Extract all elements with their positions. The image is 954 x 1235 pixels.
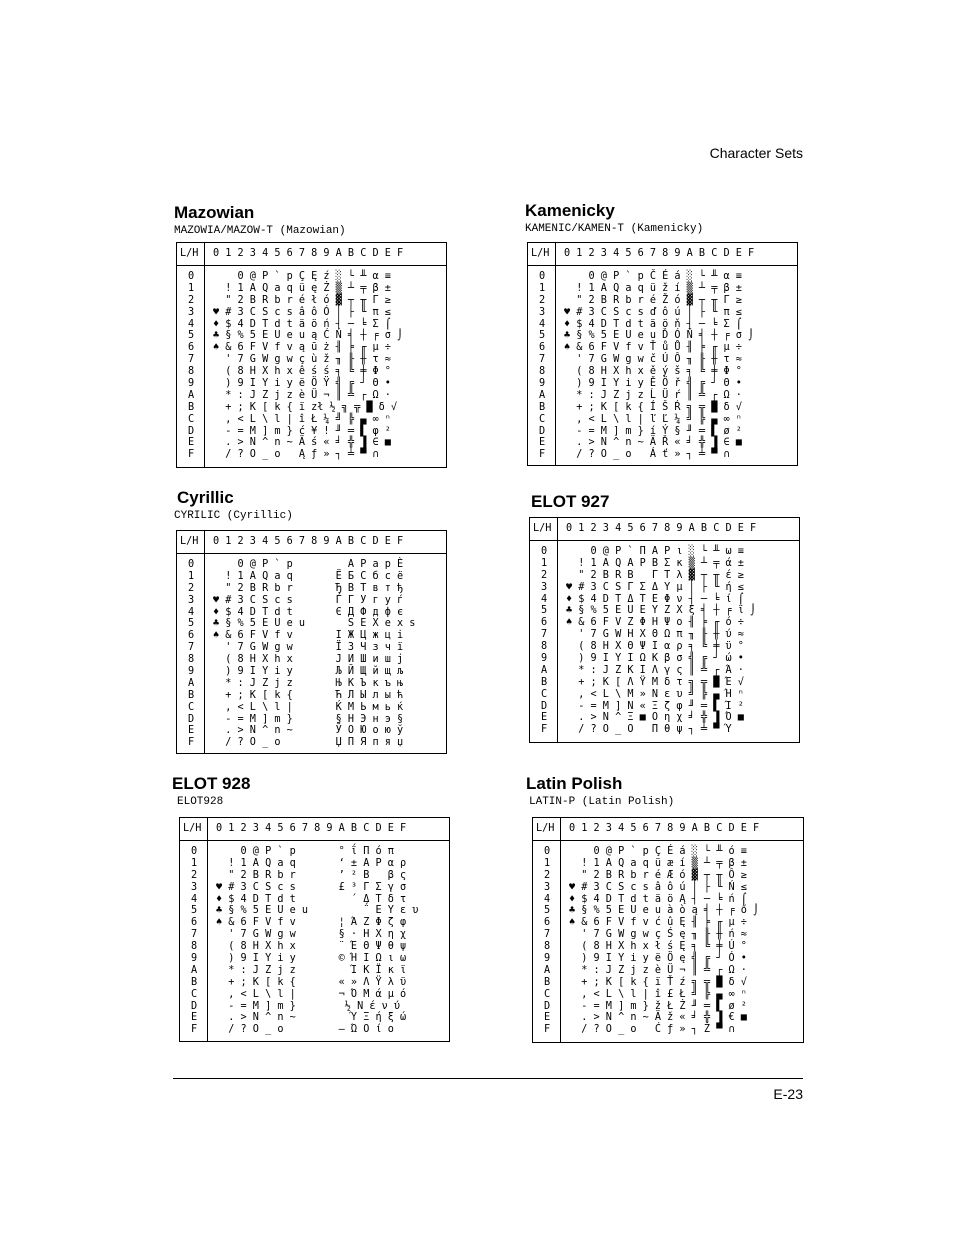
row-label-divider xyxy=(557,518,558,742)
row-label: 6 xyxy=(539,342,546,354)
row-label: 3 xyxy=(541,581,548,593)
row-label: 7 xyxy=(188,354,195,366)
row-label: 8 xyxy=(188,654,195,666)
row-label: 2 xyxy=(188,582,195,594)
row-label: A xyxy=(541,664,548,676)
row-label: 1 xyxy=(544,857,551,869)
char-row: / ? O _ o Џ П Я п я џ xyxy=(213,737,404,749)
char-row: ( 8 H X h x ê ś ś ╕ ╚ ╪ Φ ° xyxy=(213,366,391,378)
column-header: 0 1 2 3 4 5 6 7 8 9 A B C D E F xyxy=(566,523,757,534)
header-label: L/H xyxy=(533,523,552,534)
row-label: 1 xyxy=(188,282,195,294)
row-label: 4 xyxy=(544,893,551,905)
row-label: 9 xyxy=(541,653,548,665)
charset-title: Kamenicky xyxy=(525,201,615,220)
char-row: , < L \ l | î Ł ¼ ╝ ╠ ▄ ∞ ⁿ xyxy=(213,413,391,425)
row-label: 7 xyxy=(541,629,548,641)
char-row: ! 1 A Q a q Ё Б С б с ё xyxy=(213,570,404,582)
row-labels xyxy=(188,559,194,749)
char-table xyxy=(176,242,447,468)
charset-title: ELOT 928 xyxy=(172,774,251,793)
row-label: 5 xyxy=(191,905,198,917)
row-label: 9 xyxy=(539,378,546,390)
charset-elot-927 xyxy=(531,492,609,512)
row-label: 5 xyxy=(539,330,546,342)
header-label: L/H xyxy=(180,536,199,547)
row-label: 1 xyxy=(191,857,198,869)
char-row: ! 1 A Q a q ü æ í ▒ ┴ ╤ β ± xyxy=(569,857,747,869)
charset-subtitle: CYRILIC (Cyrillic) xyxy=(174,510,293,522)
char-row: * : J Z j z Ĺ Ü ŕ ║ ╩ ┌ Ω · xyxy=(564,389,742,401)
row-label: 6 xyxy=(188,342,195,354)
row-label: 0 xyxy=(191,846,198,857)
row-label: 7 xyxy=(188,642,195,654)
char-row: + ; K [ k { Í Š Ŕ ╗ ╦ █ δ √ xyxy=(564,401,742,413)
charset-subtitle: ELOT928 xyxy=(177,796,224,808)
char-row: ♦ $ 4 D T d t Є Д Ф д ф є xyxy=(213,606,404,618)
char-row: . > N ^ n ~ Ä Ř « ╛ ╬ ▐ ∈ ■ xyxy=(564,437,742,449)
char-row: / ? O _ o Ą ƒ » ┐ ╧ ▀ ∩ xyxy=(213,449,391,461)
row-label: 4 xyxy=(188,606,195,618)
row-label: D xyxy=(191,1000,198,1012)
row-label: 4 xyxy=(188,318,195,330)
row-label: A xyxy=(188,389,195,401)
charset-subtitle: LATIN-P (Latin Polish) xyxy=(529,796,675,808)
char-row: + ; K [ Λ Ϋ Μ δ τ ╗ ╦ █ Έ √ xyxy=(566,676,744,688)
char-row: + ; K [ k { ï Ť ź ╗ ╦ █ δ √ xyxy=(569,976,747,988)
char-row: 0 @ P ` p А Р а р Ѐ xyxy=(213,559,404,570)
row-label: 8 xyxy=(188,366,195,378)
row-label: C xyxy=(188,701,195,713)
page-number: E-23 xyxy=(773,1086,803,1102)
row-label: F xyxy=(188,449,195,461)
running-head: Character Sets xyxy=(709,145,803,161)
charset-title: Mazowian xyxy=(174,203,255,222)
row-label: 9 xyxy=(544,953,551,965)
char-grid xyxy=(569,846,759,1036)
row-label: 0 xyxy=(541,546,548,557)
row-label: B xyxy=(188,401,195,413)
row-label: 6 xyxy=(541,617,548,629)
char-row: . > N ^ n ~ Ä ž « ╛ ╬ ▐ € ■ xyxy=(569,1012,747,1024)
row-label: A xyxy=(539,389,546,401)
char-row: ' 7 G W g w Ї З Ч з ч ї xyxy=(213,642,404,654)
char-row: ♦ $ 4 D T d t ä ö Ą ┤ ─ ╘ ń ⌠ xyxy=(569,893,747,905)
row-label: 2 xyxy=(188,294,195,306)
row-label-divider xyxy=(560,818,561,1042)
char-grid xyxy=(213,559,415,749)
char-row: ! 1 A Q a q ü ę Ż ▒ ┴ ╤ β ± xyxy=(213,282,391,294)
charset-title: Latin Polish xyxy=(526,774,623,793)
row-label: C xyxy=(541,688,548,700)
row-label: E xyxy=(188,725,195,737)
char-row: ♦ $ 4 D T Δ Τ Ε Φ ν ┤ ─ ╘ ί ⌠ xyxy=(566,593,744,605)
char-row: ) 9 I Y i y Љ Й Щ й щ љ xyxy=(213,666,404,678)
char-row: ) 9 I Y i y ë Ö Ÿ ╣ ╔ ┘ Θ • xyxy=(213,378,391,390)
char-table xyxy=(529,517,800,743)
char-row: ) 9 I Y Ι Ω Κ β σ ╣ ╔ ┘ ώ • xyxy=(566,653,744,665)
header-label: L/H xyxy=(180,248,199,259)
row-label: C xyxy=(188,413,195,425)
char-row: ♦ $ 4 D T d t ä ö ň ┤ ─ ╘ Σ ⌠ xyxy=(564,318,742,330)
row-label: 3 xyxy=(544,881,551,893)
row-label: 8 xyxy=(544,941,551,953)
charset-cyrillic xyxy=(174,488,293,523)
row-label: 1 xyxy=(539,282,546,294)
row-label: F xyxy=(544,1024,551,1036)
table-header xyxy=(528,243,797,266)
char-row: ' 7 G W g w ç Ś ę ╖ ╟ ╫ ń ≈ xyxy=(569,929,747,941)
row-labels xyxy=(544,846,550,1036)
row-label: 8 xyxy=(539,366,546,378)
row-label: A xyxy=(191,964,198,976)
char-grid xyxy=(213,271,403,461)
row-label: 2 xyxy=(544,869,551,881)
row-label: 7 xyxy=(539,354,546,366)
charset-mazowian xyxy=(174,203,346,238)
row-label: B xyxy=(539,401,546,413)
row-label: D xyxy=(539,425,546,437)
row-label: E xyxy=(544,1012,551,1024)
char-row: " 2 B R b r é Æ ó ▓ ┬ ╥ Ô ≥ xyxy=(569,869,747,881)
row-label: D xyxy=(541,700,548,712)
char-row: ♣ § % 5 E U Ε Υ Ζ Χ ξ ╡ ┼ ╒ ϊ ⌡ xyxy=(566,605,757,617)
char-row: , < L \ l | î £ Ł ╝ ╠ ▄ ∞ ⁿ xyxy=(569,988,747,1000)
char-row: * : J Z j z Њ К Ъ к ъ њ xyxy=(213,677,404,689)
column-header: 0 1 2 3 4 5 6 7 8 9 A B C D E F xyxy=(213,248,404,259)
row-label: 2 xyxy=(191,869,198,881)
char-row: ) 9 I Y i y ë Ö ę ╣ ╔ ┘ Ó • xyxy=(569,953,747,965)
row-label: 5 xyxy=(544,905,551,917)
row-label: 0 xyxy=(544,846,551,857)
char-row: 0 @ P ` Π Α Ρ ι ░ └ ╨ ω ≡ xyxy=(566,546,744,557)
char-grid xyxy=(564,271,754,461)
char-row: * : J Z Κ Ι Λ γ ς ║ ╩ ┌ Ά · xyxy=(566,664,744,676)
row-label: D xyxy=(188,713,195,725)
header-label: L/H xyxy=(536,823,555,834)
row-label: A xyxy=(544,964,551,976)
header-label: L/H xyxy=(531,248,550,259)
row-label: F xyxy=(188,737,195,749)
footer-rule xyxy=(173,1078,803,1079)
char-row: 0 @ P ` p Ç Ę ź ░ └ ╨ α ≡ xyxy=(213,271,391,282)
row-label: 5 xyxy=(188,618,195,630)
row-label: 8 xyxy=(541,641,548,653)
char-row: * : J Z j z è Ü ¬ ║ ╩ ┌ Ω · xyxy=(213,389,391,401)
char-row: . > N ^ n ~ Ύ Ξ ή ξ ώ xyxy=(216,1012,407,1024)
char-row: ' 7 G W Η Χ Θ Ω π ╖ ╟ ╫ ύ ≈ xyxy=(566,629,744,641)
char-row: ♣ § % 5 E U e u Ď Ó Ň ╡ ┼ ╒ σ ⌡ xyxy=(564,330,755,342)
char-row: ♥ # 3 C S c s â ô Ó │ ├ ╙ π ≤ xyxy=(213,306,391,318)
row-label: 0 xyxy=(539,271,546,282)
row-label: 4 xyxy=(191,893,198,905)
char-row: " 2 B R b r é ł ó ▓ ┬ ╥ Γ ≥ xyxy=(213,294,391,306)
row-label: 6 xyxy=(188,630,195,642)
char-row: . > N ^ n ~ Ä ś « ╛ ╬ ▐ ∈ ■ xyxy=(213,437,391,449)
column-header: 0 1 2 3 4 5 6 7 8 9 A B C D E F xyxy=(564,248,755,259)
row-label: 4 xyxy=(539,318,546,330)
row-label-divider xyxy=(204,243,205,467)
row-label: 7 xyxy=(544,929,551,941)
char-row: ♠ & 6 F V f v І Ж Ц ж ц і xyxy=(213,630,404,642)
row-label: E xyxy=(191,1012,198,1024)
row-label: D xyxy=(188,425,195,437)
row-label: 8 xyxy=(191,941,198,953)
row-label: 5 xyxy=(541,605,548,617)
char-row: / ? O _ o ― Ώ Ο ί ο xyxy=(216,1024,407,1036)
row-label: 5 xyxy=(188,330,195,342)
charset-subtitle: KAMENIC/KAMEN-T (Kamenicky) xyxy=(525,223,704,235)
charset-subtitle: MAZOWIA/MAZOW-T (Mazowian) xyxy=(174,225,346,237)
char-row: " 2 B R b r ’ ² Β β ς xyxy=(216,869,407,881)
char-row: ♥ # 3 C S c s ď ô ú │ ├ ╙ π ≤ xyxy=(564,306,742,318)
row-label: 0 xyxy=(188,271,195,282)
char-row: * : J Z j z Ί Κ Ϊ κ ϊ xyxy=(216,964,407,976)
row-label: 3 xyxy=(188,306,195,318)
char-row: ♥ # 3 C S c s â ô ú │ ├ ╙ Ń ≤ xyxy=(569,881,747,893)
char-row: ♠ & 6 F V f v ą ū ż ╢ ╞ ╓ µ ÷ xyxy=(213,342,391,354)
char-row: ( 8 H X h x ¨ Έ Θ Ψ θ ψ xyxy=(216,941,407,953)
char-row: , < L \ l | ľ Ľ ¼ ╝ ╠ ▄ ∞ ⁿ xyxy=(564,413,742,425)
char-row: " 2 B R b r é Ž ó ▓ ┬ ╥ Γ ≥ xyxy=(564,294,742,306)
row-labels xyxy=(539,271,545,461)
row-label-divider xyxy=(207,818,208,1041)
char-row: - = M ] m } ć ¥ ! ╜ ═ ▌ φ ² xyxy=(213,425,391,437)
table-header xyxy=(530,518,799,541)
row-label: F xyxy=(541,724,548,736)
char-row: ( 8 H X Θ Ψ Ι α ρ ╕ ╚ ╪ ϋ ° xyxy=(566,641,744,653)
char-table xyxy=(176,530,447,754)
row-label: E xyxy=(188,437,195,449)
row-label: 7 xyxy=(191,929,198,941)
char-table xyxy=(527,242,798,466)
charset-kamenicky xyxy=(525,201,703,236)
row-labels xyxy=(188,271,194,461)
row-label: F xyxy=(191,1024,198,1036)
char-row: 0 @ P ` p Č É á ░ └ ╨ α ≡ xyxy=(564,271,742,282)
row-label: 3 xyxy=(188,594,195,606)
row-label: B xyxy=(541,676,548,688)
char-row: . > N ^ Ξ ■ Ο η χ ╛ ╬ ▐ Ό ■ xyxy=(566,712,744,724)
char-row: ! 1 A Q a q ‘ ± Α Ρ α ρ xyxy=(216,857,407,869)
row-label-divider xyxy=(204,531,205,753)
char-row: - = M ] m } ž Ł Ż ╜ ═ ▌ ø ² xyxy=(569,1000,747,1012)
row-label: 6 xyxy=(544,917,551,929)
char-row: ♦ $ 4 D T d t ä ö ń ┤ ─ ╘ Σ ⌠ xyxy=(213,318,391,330)
char-grid xyxy=(566,546,756,736)
charset-elot-928 xyxy=(172,774,250,809)
char-row: ♠ & 6 F V Ζ Φ Η Ψ ο ╢ ╞ ╓ ό ÷ xyxy=(566,617,744,629)
char-row: , < L \ l | Ќ М Ь м ь ќ xyxy=(213,701,404,713)
char-row: + ; K [ k { « » Λ Ϋ λ ϋ xyxy=(216,976,407,988)
row-label: 3 xyxy=(191,881,198,893)
row-label: 9 xyxy=(188,666,195,678)
char-row: ♠ & 6 F V f v Ť ů Ů ╢ ╞ ╓ µ ÷ xyxy=(564,342,742,354)
row-label: 9 xyxy=(191,953,198,965)
char-row: * : J Z j z è Ü ¬ ║ ╩ ┌ Ω · xyxy=(569,964,747,976)
header-label: L/H xyxy=(183,823,202,834)
table-header xyxy=(177,243,446,266)
char-row: ! 1 A Q A Ρ Β Σ κ ▒ ┴ ╤ ά ± xyxy=(566,557,744,569)
char-row: ♣ § % 5 E U e u ą Ć Ń ╡ ┼ ╒ σ ⌡ xyxy=(213,330,404,342)
char-row: ♥ # 3 C S Γ Σ Δ Υ μ │ ├ ╙ ή ≤ xyxy=(566,581,744,593)
row-label: 1 xyxy=(541,557,548,569)
char-row: ♦ $ 4 D T d t ΄ Δ Τ δ τ xyxy=(216,893,407,905)
charset-latin-polish xyxy=(526,774,674,809)
char-row: ( 8 H X h x ł ś Ę ╕ ╚ ╪ Ú ° xyxy=(569,941,747,953)
row-labels xyxy=(541,546,547,736)
char-row: / ? O _ o Ć ƒ » ┐ Ż ▀ ∩ xyxy=(569,1024,747,1036)
char-row: , < L \ l | ¬ Ό Μ ά μ ό xyxy=(216,988,407,1000)
char-row: , < L \ Μ » Ν ε υ ╝ ╠ ▄ Ή ⁿ xyxy=(566,688,744,700)
char-row: ( 8 H X h x ě ý š ╕ ╚ ╪ Φ ° xyxy=(564,366,742,378)
char-row: 0 @ P ` p Ç É á ░ └ ╨ ó ≡ xyxy=(569,846,747,857)
row-label: E xyxy=(541,712,548,724)
char-row: - = M ] m } í Ý § ╜ ═ ▌ ø ² xyxy=(564,425,742,437)
char-row: - = M ] Ν « Ξ ζ φ ╜ ═ ▌ Ί ² xyxy=(566,700,744,712)
char-row: + ; K [ k { ï zł ½ ╗ ╦ █ δ √ xyxy=(213,401,398,413)
row-label: B xyxy=(191,976,198,988)
column-header: 0 1 2 3 4 5 6 7 8 9 A B C D E F xyxy=(569,823,760,834)
row-label: A xyxy=(188,677,195,689)
char-row: ' 7 G W g w § · Η Χ η χ xyxy=(216,929,407,941)
char-row: ) 9 I Y i y Ě Ö ř ╣ ╔ ┘ Θ • xyxy=(564,378,742,390)
char-row: ♣ § % 5 E U e u Ѕ Е Х е х ѕ xyxy=(213,618,416,630)
char-table xyxy=(532,817,804,1043)
column-header: 0 1 2 3 4 5 6 7 8 9 A B C D E F xyxy=(216,823,407,834)
char-row: ♠ & 6 F V f v ć û Ę ╢ ╞ ╓ µ ÷ xyxy=(569,917,747,929)
char-row: - = M ] m } § Н Э н э § xyxy=(213,713,404,725)
char-row: ♣ § % 5 E U e u à ò ą ╡ ┼ ╒ ő ⌡ xyxy=(569,905,760,917)
row-label: C xyxy=(544,988,551,1000)
char-row: ♠ & 6 F V f v ¦ Ά Ζ Φ ζ φ xyxy=(216,917,407,929)
row-label-divider xyxy=(555,243,556,465)
charset-title: Cyrillic xyxy=(177,488,234,507)
table-header xyxy=(180,818,449,841)
char-row: ' 7 G W g w č Ú Ô ╖ ╟ ╫ τ ≈ xyxy=(564,354,742,366)
table-header xyxy=(177,531,446,554)
char-row: . > N ^ n ~ Ў О Ю о ю ў xyxy=(213,725,404,737)
row-label: D xyxy=(544,1000,551,1012)
char-row: ♣ § % 5 E U e u ΅ Ε Υ ε υ xyxy=(216,905,419,917)
char-row: ( 8 H X h x Ј И Ш и ш ј xyxy=(213,654,404,666)
char-row: " 2 B R B Γ Τ λ ▓ ┬ ╥ έ ≥ xyxy=(566,569,744,581)
char-row: ' 7 G W g w ç ù ž ╖ ╟ ╫ τ ≈ xyxy=(213,354,391,366)
char-row: 0 @ P ` p ° ΐ Π ό π xyxy=(216,846,394,857)
row-label: F xyxy=(539,449,546,461)
char-row: - = M ] m } ½ Ν έ ν ύ xyxy=(216,1000,401,1012)
char-row: ! 1 A Q a q ü ž í ▒ ┴ ╤ β ± xyxy=(564,282,742,294)
char-grid xyxy=(216,846,418,1036)
row-label: C xyxy=(539,413,546,425)
row-label: 3 xyxy=(539,306,546,318)
charset-title: ELOT 927 xyxy=(531,492,610,511)
char-row: / ? O _ Ο Π θ ψ ┐ ╧ ▀ Ύ xyxy=(566,724,744,736)
row-label: B xyxy=(544,976,551,988)
char-row: ♥ # 3 C S c s Ѓ Г У г у ѓ xyxy=(213,594,404,606)
row-labels xyxy=(191,846,197,1036)
table-header xyxy=(533,818,803,841)
char-row: " 2 B R b r Ђ В Т в т ђ xyxy=(213,582,404,594)
row-label: 1 xyxy=(188,570,195,582)
row-label: C xyxy=(191,988,198,1000)
char-row: ♥ # 3 C S c s £ ³ Γ Σ γ σ xyxy=(216,881,407,893)
row-label: 2 xyxy=(541,569,548,581)
row-label: 0 xyxy=(188,559,195,570)
row-label: 6 xyxy=(191,917,198,929)
char-row: ) 9 I Y i y © Ή Ι Ω ι ω xyxy=(216,953,407,965)
row-label: 4 xyxy=(541,593,548,605)
column-header: 0 1 2 3 4 5 6 7 8 9 A B C D E F xyxy=(213,536,404,547)
row-label: E xyxy=(539,437,546,449)
char-table xyxy=(179,817,450,1042)
row-label: 9 xyxy=(188,378,195,390)
row-label: B xyxy=(188,689,195,701)
char-row: / ? O _ o Á ť » ┐ ╧ ▀ ∩ xyxy=(564,449,742,461)
char-row: + ; K [ k { Ћ Л Ы л ы ћ xyxy=(213,689,404,701)
row-label: 2 xyxy=(539,294,546,306)
